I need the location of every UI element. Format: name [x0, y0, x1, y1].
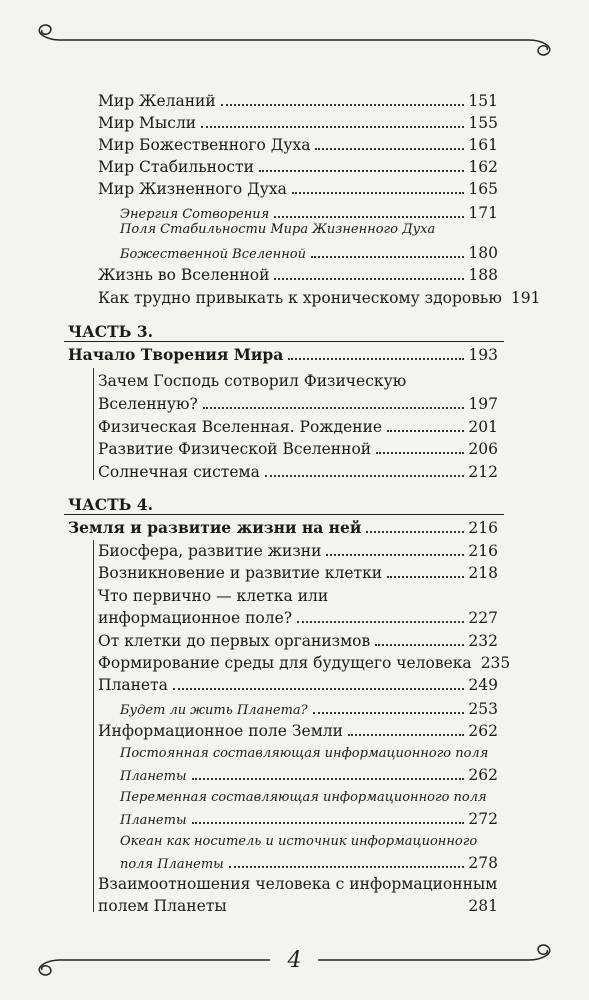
part3-side-rule — [93, 368, 94, 480]
toc-subentry[interactable] — [120, 700, 498, 718]
part4-rule — [64, 514, 504, 515]
entry-title: Энергия Сотворения — [120, 207, 270, 222]
toc-entry[interactable] — [98, 158, 498, 176]
page-number: 4 — [287, 948, 302, 973]
entry-title-line1: Взаимоотношения человека с информационным — [98, 875, 498, 893]
entry-page: 232 — [468, 632, 498, 650]
toc-entry[interactable] — [98, 609, 498, 627]
part4-heading[interactable] — [68, 518, 498, 537]
dot-leader — [348, 734, 464, 736]
toc-entry[interactable] — [98, 654, 511, 672]
toc-entry[interactable] — [98, 542, 498, 560]
entry-title-line1: Переменная составляющая информационного поля — [120, 790, 487, 805]
entry-title: Планета — [98, 676, 168, 694]
entry-page: 162 — [468, 158, 498, 176]
entry-page: 262 — [468, 766, 498, 784]
entry-title: полем Планеты — [98, 897, 227, 915]
dot-leader — [315, 148, 464, 150]
entry-title: Развитие Физической Вселенной — [98, 440, 372, 458]
entry-title: Божественной Вселенной — [120, 247, 306, 262]
entry-page: 278 — [468, 854, 498, 872]
entry-title: Информационное поле Земли — [98, 722, 343, 740]
dot-leader — [297, 621, 464, 623]
toc-subentry[interactable] — [120, 244, 498, 262]
dot-leader — [201, 126, 464, 128]
entry-page: 218 — [468, 564, 498, 582]
dot-leader — [311, 256, 464, 258]
part3-heading[interactable] — [68, 345, 498, 364]
dot-leader — [229, 866, 465, 868]
entry-page: 212 — [468, 463, 498, 481]
entry-title: информационное поле? — [98, 609, 293, 627]
entry-page: 235 — [480, 654, 511, 672]
entry-title: Возникновение и развитие клетки — [98, 564, 383, 582]
entry-page: 253 — [468, 700, 498, 718]
dot-leader — [274, 278, 464, 280]
entry-title: поля Планеты — [120, 857, 224, 872]
toc-subentry[interactable] — [120, 854, 498, 872]
entry-page: 272 — [468, 810, 498, 828]
dot-leader — [203, 407, 465, 409]
entry-page: 165 — [468, 180, 498, 198]
entry-title: Планеты — [120, 813, 187, 828]
entry-title: Жизнь во Вселенной — [98, 266, 270, 284]
entry-title: От клетки до первых организмов — [98, 632, 371, 650]
toc-subentry[interactable] — [120, 810, 498, 828]
entry-title: Мир Жизненного Духа — [98, 180, 287, 198]
entry-title: Мир Божественного Духа — [98, 136, 311, 154]
dot-leader — [292, 192, 465, 194]
part4-title: Земля и развитие жизни на ней — [68, 518, 362, 537]
dot-leader — [173, 688, 464, 690]
entry-page: 180 — [468, 244, 498, 262]
part3-rule — [64, 341, 504, 342]
entry-title: Мир Мысли — [98, 114, 197, 132]
toc-entry[interactable] — [98, 722, 498, 740]
dot-leader — [274, 216, 464, 218]
part4-page: 216 — [468, 519, 498, 537]
toc-subentry[interactable] — [120, 766, 498, 784]
entry-title-line1: Постоянная составляющая информационного поля — [120, 746, 489, 761]
entry-page: 171 — [468, 204, 498, 222]
dot-leader — [326, 554, 464, 556]
toc-entry[interactable] — [98, 266, 498, 284]
toc-entry[interactable] — [98, 180, 498, 198]
toc-entry[interactable] — [98, 395, 498, 413]
entry-title: Планеты — [120, 769, 187, 784]
part3-page: 193 — [468, 346, 498, 364]
entry-page: 206 — [468, 440, 498, 458]
toc-entry[interactable] — [98, 897, 498, 915]
dot-leader — [313, 712, 465, 714]
part3-title: Начало Творения Мира — [68, 345, 284, 364]
entry-page: 227 — [468, 609, 498, 627]
toc-entry[interactable] — [98, 114, 498, 132]
toc-entry[interactable] — [98, 676, 498, 694]
entry-title-line1: Что первично — клетка или — [98, 587, 329, 605]
entry-page: 262 — [468, 722, 498, 740]
entry-page: 161 — [468, 136, 498, 154]
dot-leader — [366, 531, 464, 533]
dot-leader — [259, 170, 464, 172]
dot-leader — [375, 644, 464, 646]
toc-entry[interactable] — [98, 440, 498, 458]
entry-title: Мир Стабильности — [98, 158, 254, 176]
dot-leader — [387, 576, 464, 578]
toc-entry[interactable] — [98, 564, 498, 582]
part4-label: ЧАСТЬ 4. — [68, 495, 154, 514]
entry-page: 191 — [510, 289, 541, 307]
entry-page: 281 — [468, 897, 498, 915]
dot-leader — [192, 778, 465, 780]
entry-title-line1: Зачем Господь сотворил Физическую — [98, 372, 407, 390]
dot-leader — [387, 430, 464, 432]
entry-title: Физическая Вселенная. Рождение — [98, 418, 383, 436]
dot-leader — [221, 104, 465, 106]
dot-leader — [265, 475, 465, 477]
entry-title: Вселенную? — [98, 395, 198, 413]
entry-title: Мир Желаний — [98, 92, 216, 110]
entry-title: Формирование среды для будущего человека — [98, 654, 472, 672]
toc-entry[interactable] — [98, 418, 498, 436]
toc-entry[interactable] — [98, 289, 541, 307]
toc-entry[interactable] — [98, 632, 498, 650]
toc-entry[interactable] — [98, 463, 498, 481]
entry-title: Как трудно привыкать к хроническому здоровью — [98, 289, 502, 307]
toc-entry[interactable] — [98, 136, 498, 154]
dot-leader — [192, 822, 465, 824]
entry-page: 151 — [468, 92, 498, 110]
entry-page: 249 — [468, 676, 498, 694]
toc-subentry[interactable] — [120, 204, 498, 222]
entry-title: Солнечная система — [98, 463, 260, 481]
entry-page: 155 — [468, 114, 498, 132]
part3-label: ЧАСТЬ 3. — [68, 322, 154, 341]
entry-page: 201 — [468, 418, 498, 436]
entry-page: 216 — [468, 542, 498, 560]
dot-leader — [288, 358, 464, 360]
entry-page: 188 — [468, 266, 498, 284]
dot-leader — [376, 452, 464, 454]
entry-title: Будет ли жить Планета? — [120, 703, 308, 718]
entry-title: Биосфера, развитие жизни — [98, 542, 322, 560]
entry-title-line1: Поля Стабильности Мира Жизненного Духа — [120, 222, 436, 237]
entry-title-line1: Океан как носитель и источник информационного — [120, 834, 478, 849]
entry-page: 197 — [468, 395, 498, 413]
toc-entry[interactable] — [98, 92, 498, 110]
part4-side-rule — [93, 540, 94, 912]
